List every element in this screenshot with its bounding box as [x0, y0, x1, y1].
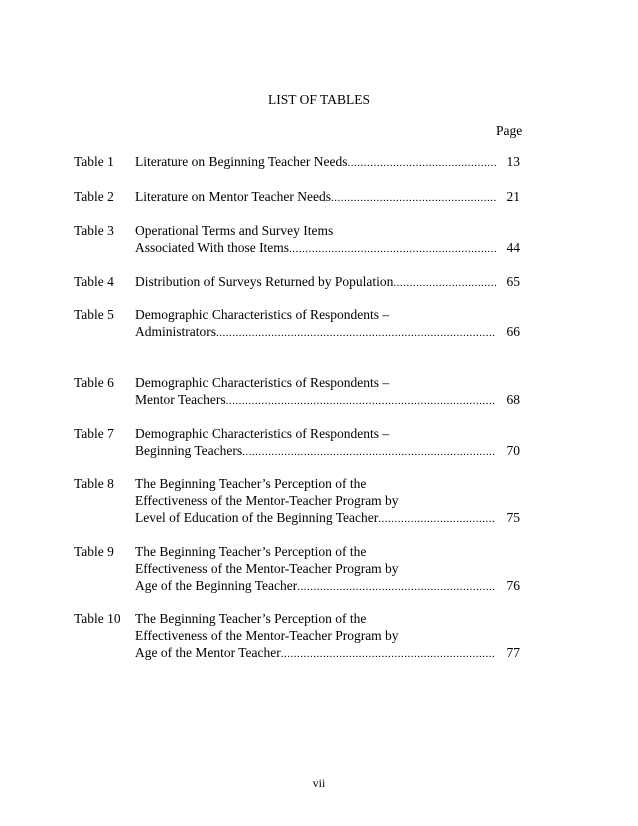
page-number: 76: [506, 578, 520, 593]
page-number: 68: [506, 392, 520, 407]
dot-leader: [226, 393, 496, 410]
page-number: 13: [506, 154, 520, 169]
caption-line: Demographic Characteristics of Respondents –: [135, 375, 390, 390]
caption-line: The Beginning Teacher’s Perception of the: [135, 544, 367, 559]
caption-line: Effectiveness of the Mentor-Teacher Program by: [135, 561, 399, 576]
caption-line: Literature on Mentor Teacher Needs ..... 21: [135, 188, 520, 205]
table-caption: [135, 188, 520, 205]
footer-page-number: vii: [312, 776, 326, 790]
table-label: Table 6: [74, 375, 114, 390]
caption-line: Age of the Beginning Teacher ..... 76: [135, 577, 520, 594]
dot-leader: [281, 646, 496, 663]
table-label: Table 1: [74, 154, 114, 169]
table-label: Table 2: [74, 189, 114, 204]
dot-leader: [347, 155, 496, 172]
caption-line: Distribution of Surveys Returned by Population ..... 65: [135, 273, 520, 290]
dot-leader: [331, 190, 496, 207]
caption-line: The Beginning Teacher’s Perception of the: [135, 611, 367, 626]
table-label: Table 3: [74, 223, 114, 238]
caption-line: Demographic Characteristics of Respondents –: [135, 426, 390, 441]
dot-leader: [289, 241, 496, 258]
caption-line: Administrators ..... 66: [135, 323, 520, 340]
page-column-header: Page: [496, 123, 523, 138]
table-caption: [135, 610, 520, 661]
page-number: 21: [506, 189, 520, 204]
table-label: Table 4: [74, 274, 114, 289]
dot-leader: [216, 325, 496, 342]
table-label: Table 5: [74, 307, 114, 322]
caption-line: Beginning Teachers ..... 70: [135, 442, 520, 459]
table-caption: [135, 153, 520, 170]
page-number: 77: [506, 645, 520, 660]
dot-leader: [242, 444, 496, 461]
caption-line: Effectiveness of the Mentor-Teacher Program by: [135, 493, 399, 508]
table-caption: [135, 306, 520, 340]
table-caption: [135, 273, 520, 290]
page-number: 66: [506, 324, 520, 339]
table-label: Table 7: [74, 426, 114, 441]
page-title: LIST OF TABLES: [268, 92, 370, 107]
caption-line: Mentor Teachers ..... 68: [135, 391, 520, 408]
table-caption: [135, 222, 520, 256]
dot-leader: [297, 579, 496, 596]
page-number: 75: [506, 510, 520, 525]
table-caption: [135, 374, 520, 408]
table-label: Table 10: [74, 611, 121, 626]
page-number: 65: [506, 274, 520, 289]
dot-leader: [378, 511, 496, 528]
page-number: 70: [506, 443, 520, 458]
caption-line: Level of Education of the Beginning Teacher ..... 75: [135, 509, 520, 526]
caption-line: Operational Terms and Survey Items: [135, 223, 334, 238]
caption-line: Associated With those Items ..... 44: [135, 239, 520, 256]
caption-line: The Beginning Teacher’s Perception of the: [135, 476, 367, 491]
table-caption: [135, 475, 520, 526]
caption-line: Effectiveness of the Mentor-Teacher Program by: [135, 628, 399, 643]
dot-leader: [393, 275, 496, 292]
table-caption: [135, 543, 520, 594]
table-caption: [135, 425, 520, 459]
page-number: 44: [506, 240, 520, 255]
caption-line: Literature on Beginning Teacher Needs ..... 13: [135, 153, 520, 170]
table-label: Table 9: [74, 544, 114, 559]
caption-line: Demographic Characteristics of Respondents –: [135, 307, 390, 322]
table-label: Table 8: [74, 476, 114, 491]
caption-line: Age of the Mentor Teacher ..... 77: [135, 644, 520, 661]
